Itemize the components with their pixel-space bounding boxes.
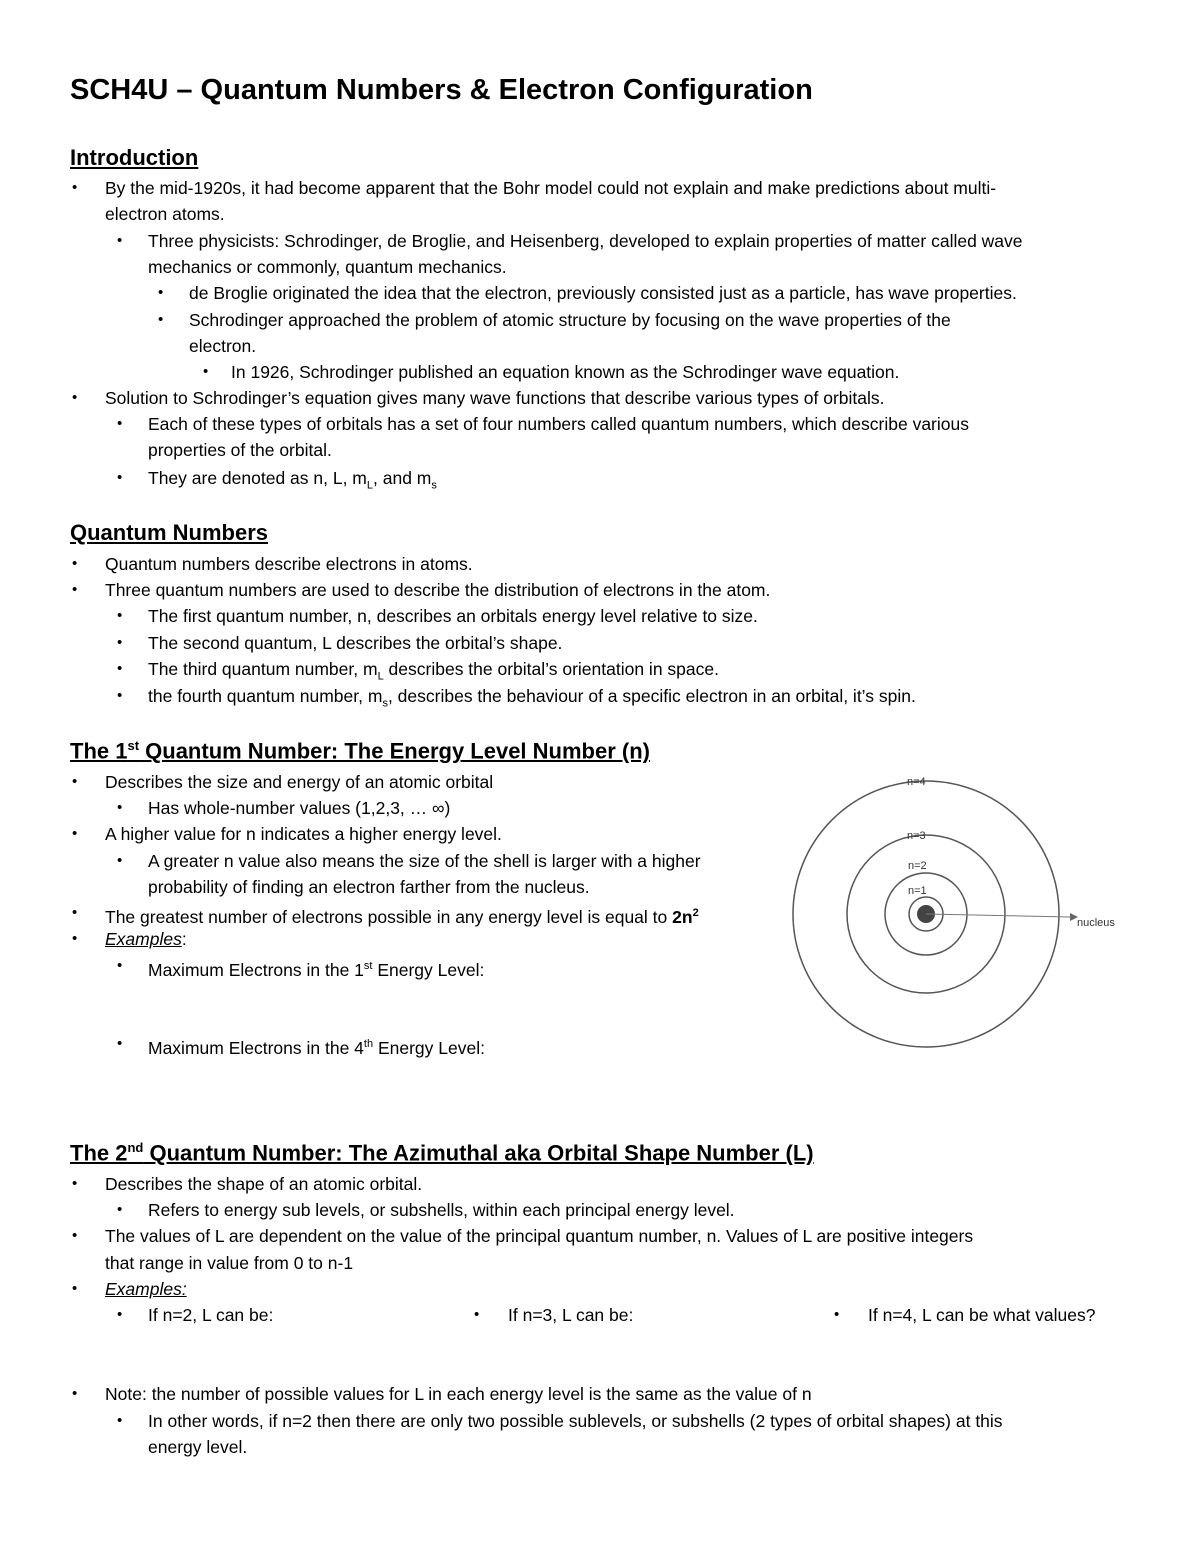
label-n4: n=4 <box>907 776 926 788</box>
list-item: • Solution to Schrodinger’s equation gives many wave functions that describe various types of orbitals. <box>105 386 885 410</box>
subscript: L <box>377 670 384 683</box>
text: Quantum Number: The Energy Level Number (n) <box>139 738 650 764</box>
list-item-cont: properties of the orbital. <box>148 440 332 460</box>
list-item: • Quantum numbers describe electrons in atoms. <box>105 552 473 576</box>
example-n4: • If n=4, L can be what values? <box>868 1303 1096 1327</box>
list-item: • Has whole-number values (1,2,3, … ∞) <box>148 796 450 820</box>
list-item: • The first quantum number, n, describes an orbitals energy level relative to size. <box>148 604 758 628</box>
list-item <box>105 1277 187 1301</box>
page-title: SCH4U – Quantum Numbers & Electron Configuration <box>70 74 813 106</box>
text: , describes the behaviour of a specific electron in an orbital, it’s spin. <box>387 686 916 706</box>
list-item: • Three quantum numbers are used to describe the distribution of electrons in the atom. <box>105 578 770 602</box>
text: : <box>181 929 187 949</box>
examples-label: Examples <box>105 929 182 949</box>
text: Maximum Electrons in the 4 <box>148 1037 364 1058</box>
list-item: • By the mid-1920s, it had become apparent that the Bohr model could not explain and make predictions about multi- <box>105 176 996 200</box>
superscript: 2 <box>692 907 699 919</box>
label-nucleus: nucleus <box>1077 917 1115 929</box>
list-item-cont: that range in value from 0 to n-1 <box>105 1253 354 1273</box>
list-item: • Describes the size and energy of an atomic orbital <box>105 770 493 794</box>
list-item <box>148 954 484 982</box>
list-item <box>105 927 187 951</box>
text: Quantum Number: The Azimuthal aka Orbital Shape Number (L) <box>143 1140 814 1166</box>
example-n3: • If n=3, L can be: <box>508 1303 633 1327</box>
list-item: • Schrodinger approached the problem of atomic structure by focusing on the wave properties of the <box>189 308 951 332</box>
list-item: • A higher value for n indicates a higher energy level. <box>105 822 502 846</box>
list-item: • de Broglie originated the idea that the electron, previously consisted just as a particle, has wave properties. <box>189 281 1017 305</box>
list-item: • Refers to energy sub levels, or subshells, within each principal energy level. <box>148 1198 735 1222</box>
superscript: st <box>127 738 140 753</box>
second-qn-heading <box>70 1140 814 1166</box>
subscript: s <box>431 479 437 492</box>
list-item: • The values of L are dependent on the value of the principal quantum number, n. Values of L are positive integers <box>105 1224 973 1248</box>
text: The 2 <box>70 1140 128 1166</box>
list-item <box>148 1032 485 1060</box>
list-item: • A greater n value also means the size of the shell is larger with a higher <box>148 849 701 873</box>
quantum-numbers-heading: Quantum Numbers <box>70 520 269 545</box>
subscript: L <box>366 479 374 492</box>
list-item: • The second quantum, L describes the orbital’s shape. <box>148 631 562 655</box>
examples-label: Examples: <box>105 1279 187 1299</box>
list-item: • In other words, if n=2 then there are only two possible sublevels, or subshells (2 types of orbital shapes) at this <box>148 1409 1003 1433</box>
list-item-cont: electron. <box>189 336 257 356</box>
superscript: st <box>363 960 373 972</box>
list-item-cont: energy level. <box>148 1437 248 1457</box>
text: The third quantum number, m <box>148 659 378 679</box>
subscript: s <box>382 697 388 710</box>
list-item: • Note: the number of possible values for L in each energy level is the same as the value of n <box>105 1382 812 1406</box>
label-n1: n=1 <box>908 885 927 897</box>
text: describes the orbital’s orientation in space. <box>383 659 719 679</box>
list-item-cont: electron atoms. <box>105 204 225 224</box>
text: They are denoted as n, L, m <box>148 468 367 488</box>
label-n2: n=2 <box>908 860 927 872</box>
text: The 1 <box>70 738 128 764</box>
superscript: nd <box>127 1140 144 1155</box>
text: Energy Level: <box>373 1037 485 1058</box>
list-item: • Three physicists: Schrodinger, de Broglie, and Heisenberg, developed to explain properties of matter called wave <box>148 229 1023 253</box>
text: the fourth quantum number, m <box>148 686 383 706</box>
text: Energy Level: <box>372 959 485 980</box>
superscript: th <box>363 1038 374 1050</box>
list-item <box>148 466 437 498</box>
list-item: • In 1926, Schrodinger published an equation known as the Schrodinger wave equation. <box>231 360 899 384</box>
list-item-cont: probability of finding an electron farther from the nucleus. <box>148 877 590 897</box>
example-n2: • If n=2, L can be: <box>148 1303 273 1327</box>
nucleus-pointer <box>926 914 1070 917</box>
list-item: • Describes the shape of an atomic orbital. <box>105 1172 422 1196</box>
list-item <box>105 901 699 929</box>
formula: 2n <box>672 906 693 927</box>
text: , and m <box>373 468 432 488</box>
list-item <box>148 684 916 716</box>
text: The greatest number of electrons possible in any energy level is equal to <box>105 906 673 927</box>
list-item-cont: mechanics or commonly, quantum mechanics. <box>148 257 507 277</box>
intro-heading: Introduction <box>70 145 199 170</box>
text: Maximum Electrons in the 1 <box>148 959 364 980</box>
first-qn-heading <box>70 738 650 764</box>
list-item: • Each of these types of orbitals has a set of four numbers called quantum numbers, which describe various <box>148 412 969 436</box>
label-n3: n=3 <box>907 830 926 842</box>
energy-level-diagram <box>780 768 1140 1058</box>
